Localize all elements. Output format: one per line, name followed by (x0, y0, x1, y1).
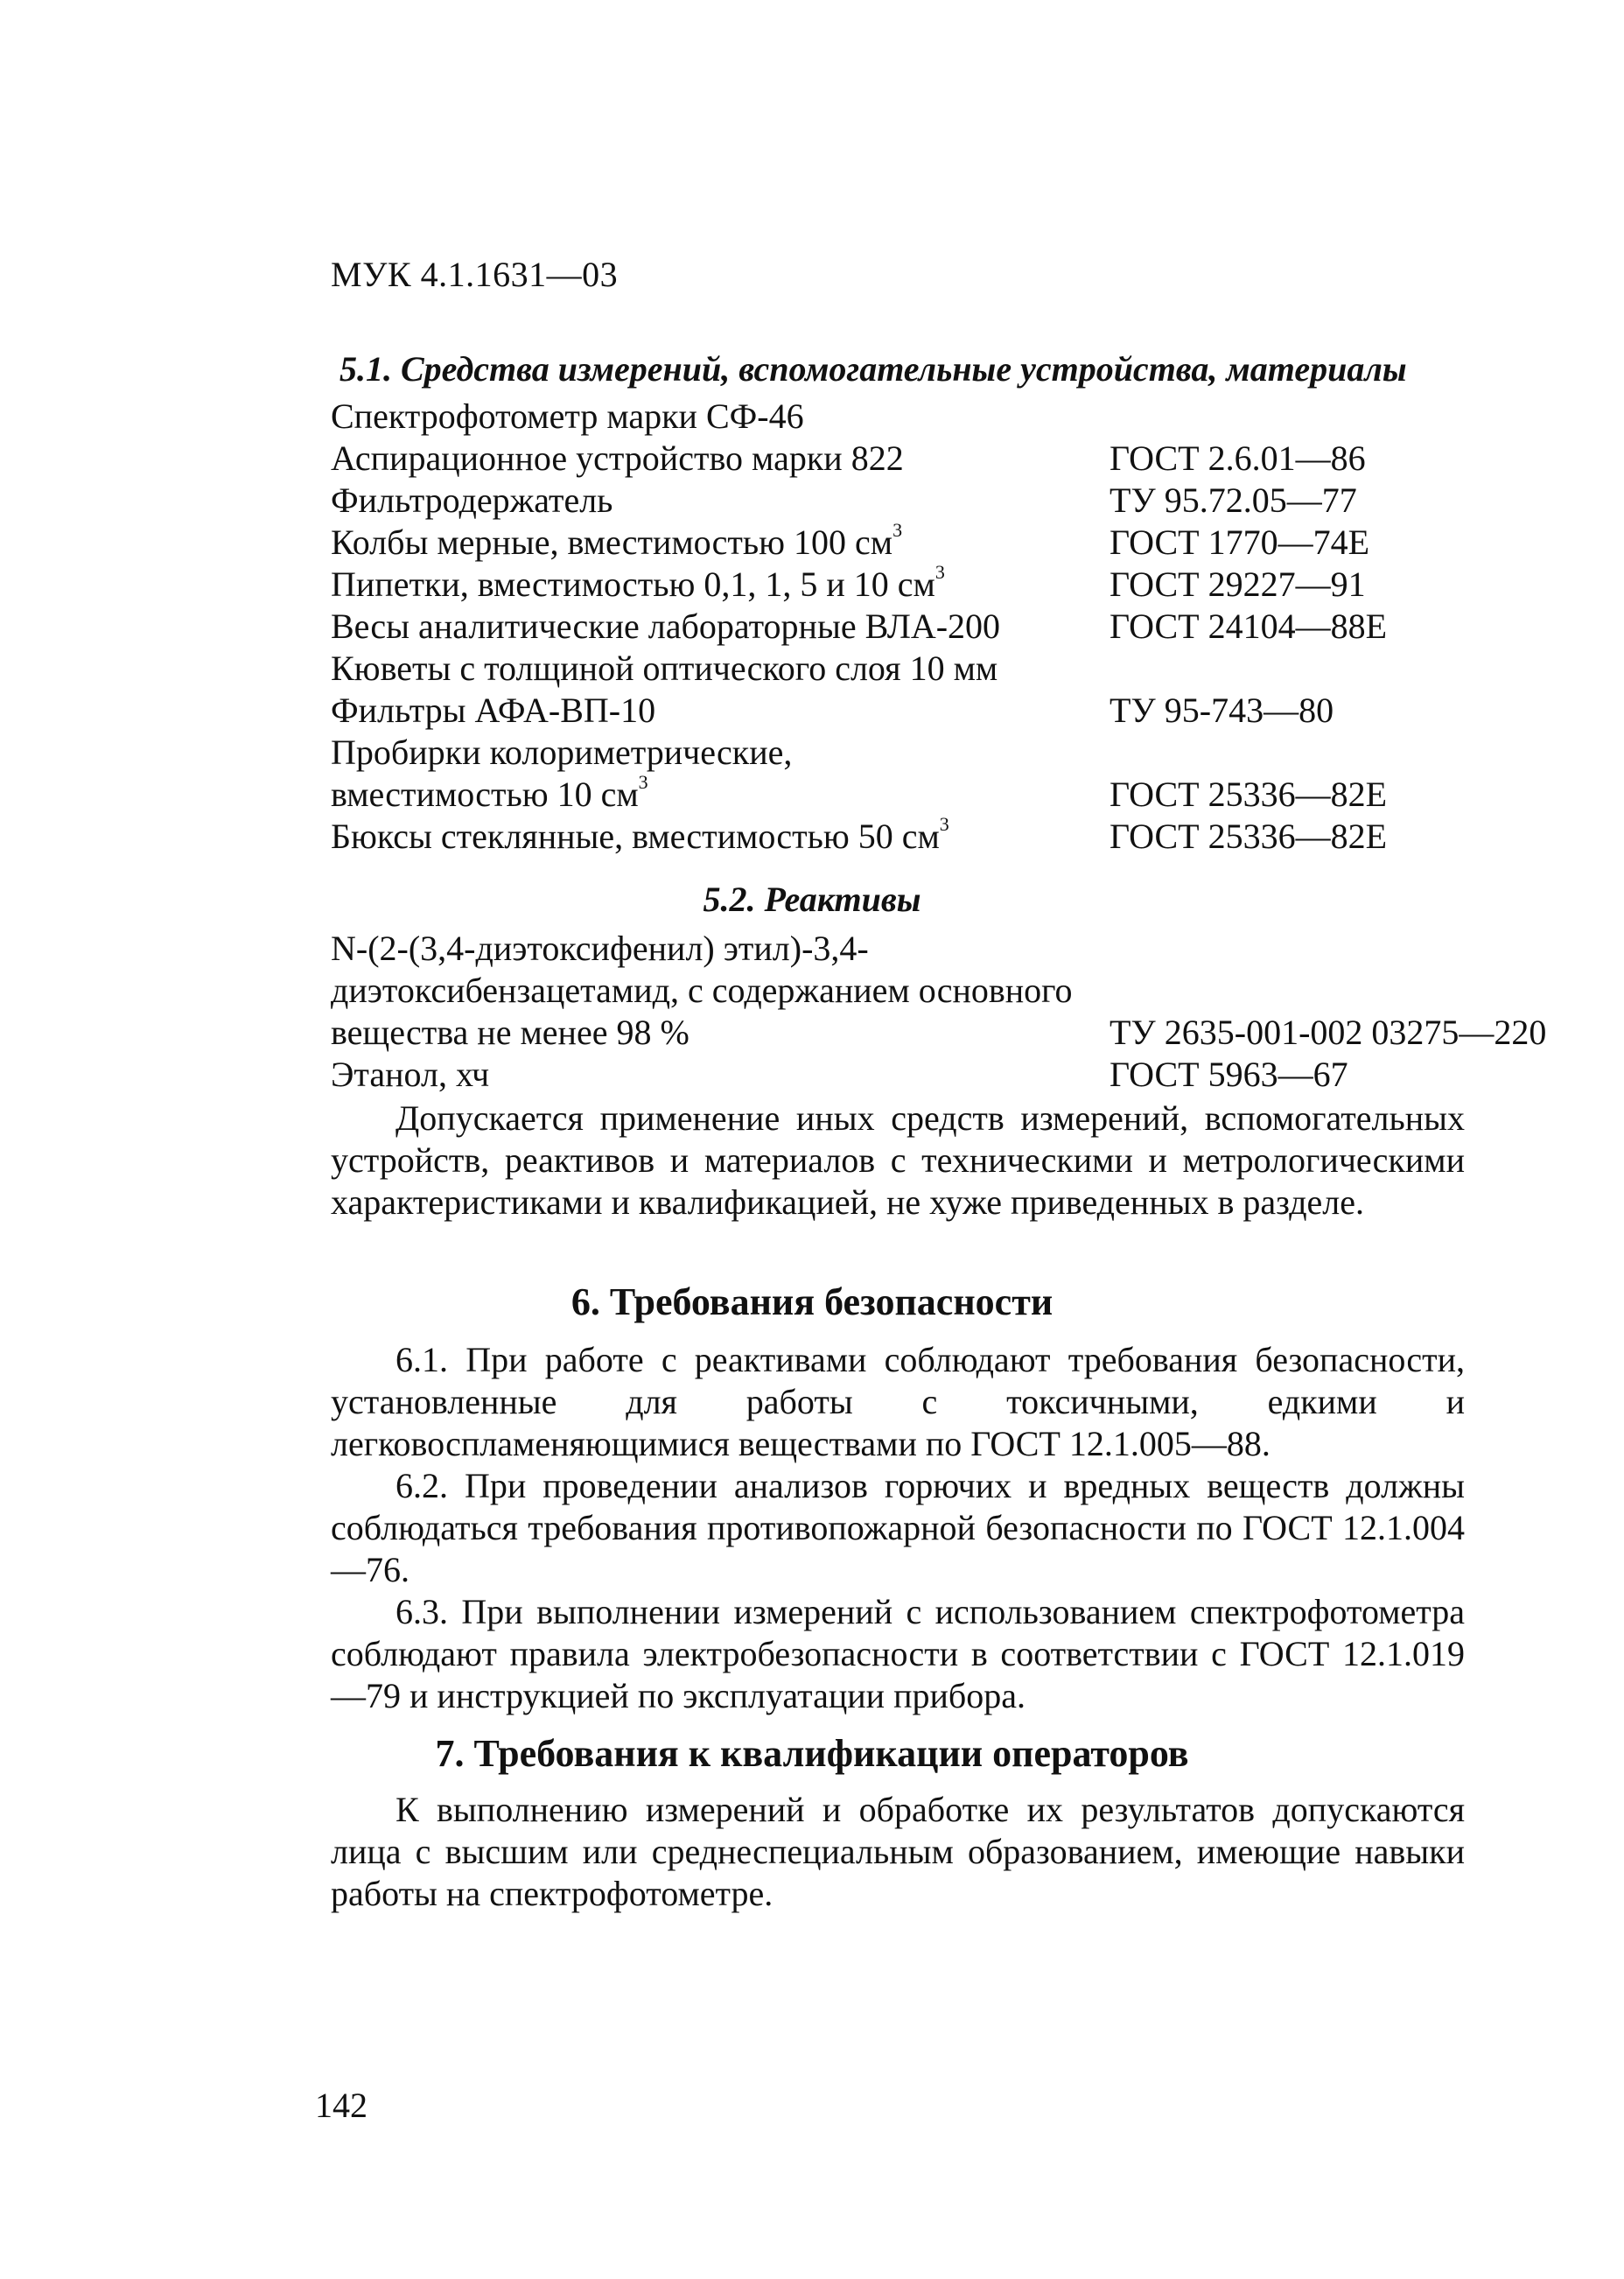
list-item: Бюксы стеклянные, вместимостью 50 $см^3$ ГОСТ 25336—82Е (331, 813, 1388, 856)
equipment-list (331, 396, 1573, 858)
list-item: Спектрофотометр марки СФ-46 (331, 396, 804, 436)
list-item: вместимостью 10 $см^3$ ГОСТ 25336—82Е (331, 771, 1388, 814)
list-item: Аспирационное устройство марки 822 ГОСТ 2.6.01—86 (331, 438, 1366, 478)
paragraph-6-2: 6.2. При проведении анализов горючих и вредных веществ должны соблюдаться требования противопожарной безопасности по ГОСТ 12.1.004—76. (331, 1466, 1465, 1589)
list-item: N-(2-(3,4-диэтоксифенил) этил)-3,4- (331, 929, 869, 968)
section-7-body: К выполнению измерений и обработке их результатов допускаются лица с высшим или среднеспециальным образованием, имеющие навыки работы на спектрофотометре. (331, 1790, 1465, 1913)
section-5-1-title: 5.1. Средства измерений, вспомогательные устройства, материалы (340, 349, 1407, 389)
section-6-title: 6. Требования безопасности (570, 1280, 1054, 1323)
list-item: Пипетки, вместимостью 0,1, 1, 5 и 10 $см^3$ ГОСТ 29227—91 (331, 561, 1366, 604)
list-item: Весы аналитические лабораторные ВЛА-200 ГОСТ 24104—88Е (331, 607, 1388, 646)
list-item: Этанол, хч ГОСТ 5963—67 (331, 1055, 1348, 1094)
paragraph-6-1: 6.1. При работе с реактивами соблюдают требования безопасности, установленные для работы с токсичными, едкими и легковоспламеняющимися веществами по ГОСТ 12.1.005—88. (331, 1340, 1465, 1463)
list-item: Фильтры АФА-ВП-10 ТУ 95-743—80 (331, 691, 1334, 730)
document-code: МУК 4.1.1631—03 (331, 255, 619, 294)
list-item: вещества не менее 98 % ТУ 2635-001-002 03275—220 (331, 1013, 1547, 1052)
list-item: Колбы мерные, вместимостью 100 $см^3$ ГОСТ 1770—74Е (331, 519, 1370, 562)
section-7-title: 7. Требования к квалификации операторов (435, 1732, 1189, 1775)
section-5-2-title: 5.2. Реактивы (703, 880, 921, 919)
list-item: Пробирки колориметрические, (331, 733, 793, 772)
section-6-body (331, 1339, 1465, 1717)
paragraph-6-3: 6.3. При выполнении измерений с использованием спектрофотометра соблюдают правила электробезопасности в соответствии с ГОСТ 12.1.019—79 и инструкцией по эксплуатации прибора. (331, 1592, 1465, 1715)
list-item: Фильтродержатель ТУ 95.72.05—77 (331, 480, 1357, 520)
list-item: диэтоксибензацетамид, с содержанием основного (331, 971, 1073, 1010)
page-number: 142 (315, 2086, 368, 2125)
list-item: Кюветы с толщиной оптического слоя 10 мм (331, 649, 998, 688)
reagents-note: Допускается применение иных средств измерений, вспомогательных устройств, реактивов и материалов с техническими и метрологическими характеристиками и квалификацией, не хуже приведенных в разделе. (331, 1098, 1465, 1222)
reagents-list (331, 928, 1573, 1096)
